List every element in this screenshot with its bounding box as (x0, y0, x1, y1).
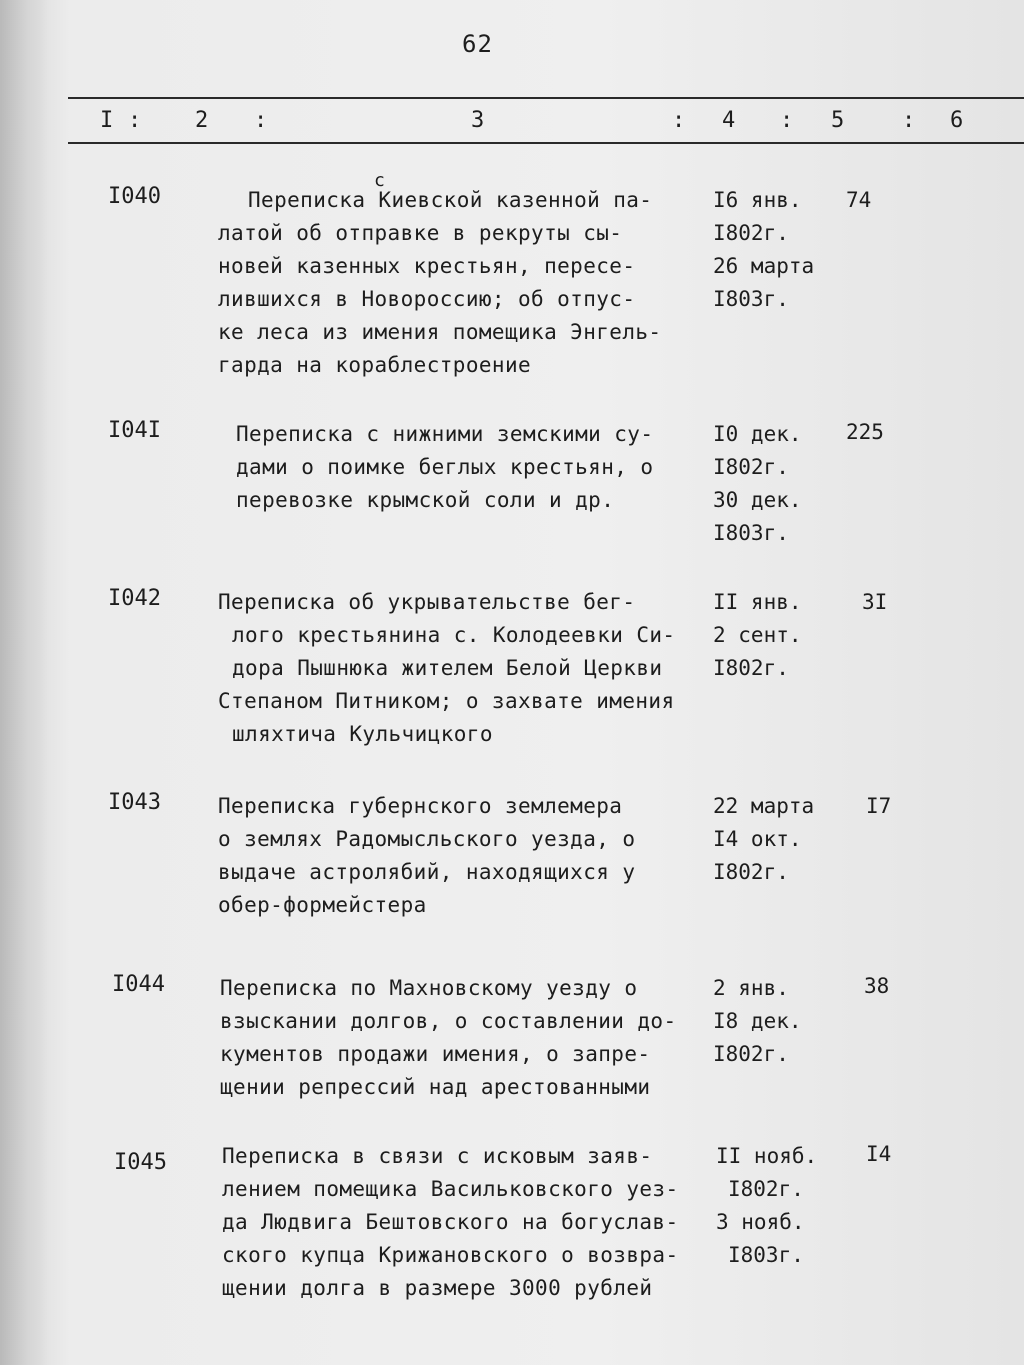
date-line: I802г. (713, 860, 789, 884)
date-line: I802г. (728, 1177, 804, 1201)
description-line: обер-формейстера (218, 893, 427, 917)
record-number: I042 (108, 586, 161, 611)
record-description (222, 1140, 722, 1305)
binding-shadow (0, 0, 48, 1365)
date-line: 22 марта (713, 794, 815, 818)
date-line: I802г. (713, 455, 789, 479)
record-number: I04I (108, 418, 161, 443)
description-line: ского купца Крижановского о возвра- (222, 1243, 679, 1267)
date-line: I802г. (713, 656, 789, 680)
header-col-2: 2 (195, 108, 209, 133)
date-line: II янв. (713, 590, 802, 614)
record-sheets: 74 (846, 188, 872, 212)
description-line: Переписка по Махновскому уезду о (220, 976, 638, 1000)
date-line: I803г. (713, 287, 789, 311)
record-dates (713, 184, 814, 316)
date-line: I803г. (713, 521, 789, 545)
description-line: ке леса из имения помещика Энгель- (218, 320, 662, 344)
header-rule-bottom (68, 142, 1024, 144)
record-dates (713, 418, 802, 550)
record-description (218, 586, 718, 751)
header-rule-top (68, 97, 1024, 99)
description-line: новей казенных крестьян, пересе- (218, 254, 636, 278)
description-line: щении репрессий над арестованными (220, 1075, 651, 1099)
date-line: I8 дек. (713, 1009, 802, 1033)
description-line: Переписка Киевской казенной па- (248, 188, 653, 212)
header-col-4: 4 (722, 108, 736, 133)
page-number: 62 (462, 30, 493, 58)
description-line: о землях Радомысльского уезда, о (218, 827, 636, 851)
header-col-6: 6 (950, 108, 964, 133)
header-sep: : (254, 108, 268, 133)
record-sheets: 225 (846, 420, 884, 444)
record-dates (713, 972, 802, 1071)
record-dates (713, 790, 814, 889)
date-line: I802г. (713, 221, 789, 245)
record-sheets: 38 (864, 974, 890, 998)
record-number: I043 (108, 790, 161, 815)
header-sep: : (128, 108, 142, 133)
record-description (218, 790, 718, 922)
date-line: 2 сент. (713, 623, 802, 647)
date-line: I803г. (728, 1243, 804, 1267)
description-line: лого крестьянина с. Колодеевки Си- (232, 623, 676, 647)
record-sheets: I7 (866, 794, 892, 818)
date-line: I6 янв. (713, 188, 802, 212)
description-line: выдаче астролябий, находящихся у (218, 860, 636, 884)
record-description (222, 418, 722, 517)
description-line: Переписка об укрывательстве бег- (218, 590, 636, 614)
date-line: I0 дек. (713, 422, 802, 446)
description-line: лением помещика Васильковского уез- (222, 1177, 679, 1201)
description-line: кументов продажи имения, о запре- (220, 1042, 651, 1066)
header-sep: : (780, 108, 794, 133)
description-line: дора Пышнюка жителем Белой Церкви (232, 656, 663, 680)
date-line: 3 нояб. (716, 1210, 805, 1234)
description-line: дами о поимке беглых крестьян, о (236, 455, 654, 479)
description-line: Переписка в связи с исковым заяв- (222, 1144, 653, 1168)
description-line: Переписка с нижними земскими су- (236, 422, 654, 446)
record-number: I044 (112, 972, 165, 997)
date-line: I802г. (713, 1042, 789, 1066)
header-sep: : (902, 108, 916, 133)
record-number: I040 (108, 184, 161, 209)
header-col-1: I (100, 108, 114, 133)
record-dates (716, 1140, 817, 1272)
record-description (220, 972, 720, 1104)
record-sheets: I4 (866, 1142, 892, 1166)
header-col-3: 3 (471, 108, 485, 133)
date-line: 2 янв. (713, 976, 789, 1000)
date-line: 26 марта (713, 254, 815, 278)
description-line: Степаном Питником; о захвате имения (218, 689, 675, 713)
description-line: да Людвига Бештовского на богуслав- (222, 1210, 679, 1234)
handwritten-insertion: с (374, 170, 385, 191)
description-line: гарда на кораблестроение (218, 353, 532, 377)
description-line: Переписка губернского землемера (218, 794, 623, 818)
record-dates (713, 586, 802, 685)
record-sheets: 3I (862, 590, 888, 614)
record-description (218, 184, 718, 382)
header-col-5: 5 (831, 108, 845, 133)
header-sep: : (672, 108, 686, 133)
description-line: перевозке крымской соли и др. (236, 488, 615, 512)
record-number: I045 (114, 1150, 167, 1175)
description-line: взыскании долгов, о составлении до- (220, 1009, 677, 1033)
description-line: лившихся в Новороссию; об отпус- (218, 287, 636, 311)
description-line: латой об отправке в рекруты сы- (218, 221, 623, 245)
description-line: щении долга в размере 3000 рублей (222, 1276, 653, 1300)
date-line: II нояб. (716, 1144, 818, 1168)
description-line: шляхтича Кульчицкого (232, 722, 493, 746)
date-line: 30 дек. (713, 488, 802, 512)
date-line: I4 окт. (713, 827, 802, 851)
